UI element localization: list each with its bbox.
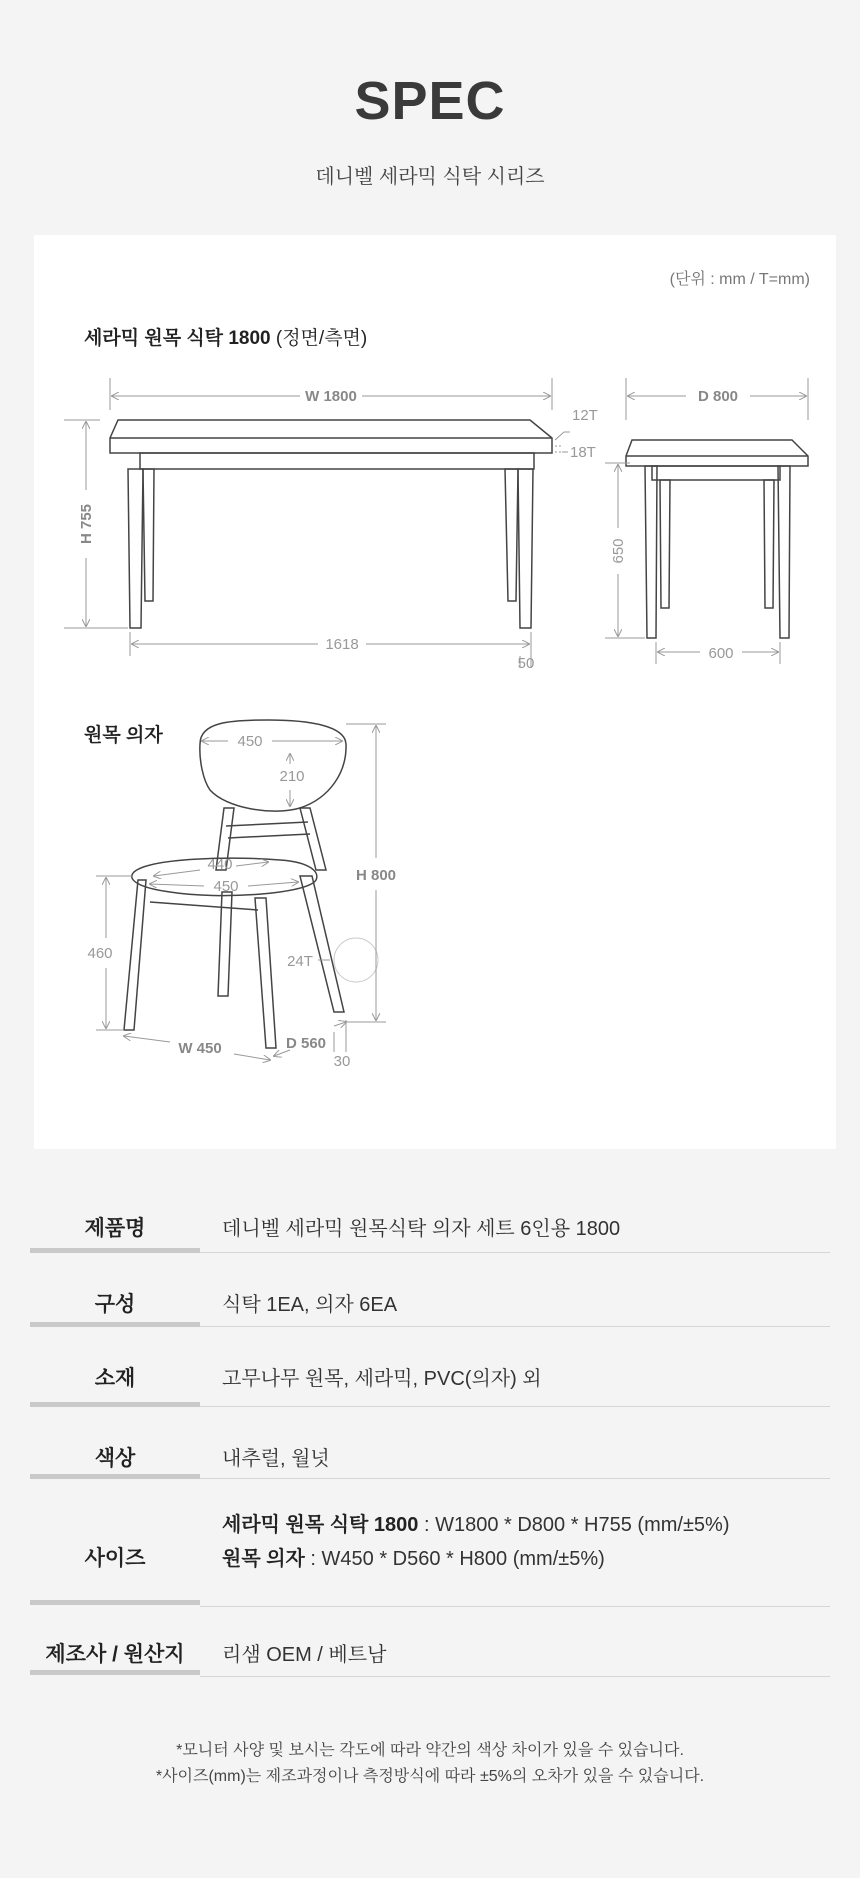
spec-divider — [30, 1402, 200, 1407]
table-width-label: W 1800 — [305, 388, 357, 405]
table-section-name: 세라믹 원목 식탁 1800 — [84, 328, 271, 349]
seat-width-label: 450 — [213, 878, 239, 895]
chair-width-label: W 450 — [178, 1040, 222, 1057]
leg-width-label: 50 — [517, 655, 535, 672]
seat-depth-label: 440 — [207, 856, 233, 873]
chair-dimension-labels — [87, 733, 396, 1070]
spec-label: 제조사 / 원산지 — [45, 1643, 185, 1666]
table-side-view — [626, 440, 808, 638]
chair-leg-width-label: 30 — [333, 1053, 351, 1070]
table-depth-label: D 800 — [697, 388, 739, 405]
unit-note: (단위 : mm / T=mm) — [669, 271, 810, 288]
size-chair-name: 원목 의자 — [222, 1548, 305, 1570]
back-height-label: 210 — [279, 768, 305, 785]
size-table-name: 세라믹 원목 식탁 1800 — [222, 1514, 419, 1536]
spec-divider — [30, 1670, 200, 1675]
chair-dimension-lines — [96, 724, 386, 1060]
spec-divider — [200, 1606, 830, 1607]
table-dimension-labels — [78, 388, 738, 672]
leg-span-label: 1618 — [325, 636, 359, 653]
spec-divider — [200, 1252, 830, 1253]
leg-detail-circle — [334, 938, 378, 982]
spec-divider — [200, 1676, 830, 1677]
spec-value: 고무나무 원목, 세라믹, PVC(의자) 외 — [222, 1368, 542, 1390]
leg-thickness-label: 24T — [287, 953, 313, 970]
side-span-label: 600 — [708, 645, 734, 662]
spec-value: 식탁 1EA, 의자 6EA — [222, 1294, 398, 1316]
back-width-label: 450 — [237, 733, 263, 750]
spec-label: 소재 — [94, 1367, 136, 1390]
spec-label: 사이즈 — [84, 1547, 146, 1570]
table-dimension-lines — [64, 378, 808, 668]
spec-divider — [200, 1326, 830, 1327]
frame-thickness-label: 18T — [570, 444, 596, 461]
chair-height-label: H 800 — [355, 867, 397, 884]
top-thickness-label: 12T — [572, 407, 598, 424]
spec-divider — [200, 1478, 830, 1479]
chair-section-name: 원목 의자 — [84, 725, 163, 746]
notice-size: *사이즈(mm)는 제조과정이나 측정방식에 따라 ±5%의 오차가 있을 수 있습니다. — [155, 1768, 705, 1785]
spec-value: 내추럴, 월넛 — [222, 1448, 330, 1470]
size-chair-value: : W450 * D560 * H800 (mm/±5%) — [304, 1548, 605, 1570]
spec-value: 데니벨 세라믹 원목식탁 의자 세트 6인용 1800 — [222, 1218, 621, 1240]
table-section-suffix: (정면/측면) — [275, 328, 368, 349]
spec-divider — [30, 1248, 200, 1253]
page-subtitle: 데니벨 세라믹 식탁 시리즈 — [315, 166, 545, 188]
notice-color: *모니터 사양 및 보시는 각도에 따라 약간의 색상 차이가 있을 수 있습니다. — [176, 1742, 684, 1759]
spec-label: 구성 — [94, 1293, 136, 1316]
spec-divider — [200, 1406, 830, 1407]
spec-label: 색상 — [94, 1447, 136, 1470]
table-height-label: H 755 — [78, 503, 95, 545]
spec-divider — [30, 1474, 200, 1479]
spec-label: 제품명 — [84, 1217, 146, 1240]
spec-divider — [30, 1600, 200, 1605]
side-height-label: 650 — [610, 538, 627, 564]
spec-value-line1 — [222, 1508, 730, 1537]
spec-divider — [30, 1322, 200, 1327]
chair-depth-label: D 560 — [285, 1035, 327, 1052]
spec-value-line2 — [222, 1542, 605, 1571]
spec-value: 리샘 OEM / 베트남 — [222, 1644, 387, 1666]
size-table-value: : W1800 * D800 * H755 (mm/±5%) — [418, 1514, 730, 1536]
page-title: SPEC — [354, 71, 506, 131]
seat-height-label: 460 — [87, 945, 113, 962]
table-front-view — [110, 420, 552, 628]
